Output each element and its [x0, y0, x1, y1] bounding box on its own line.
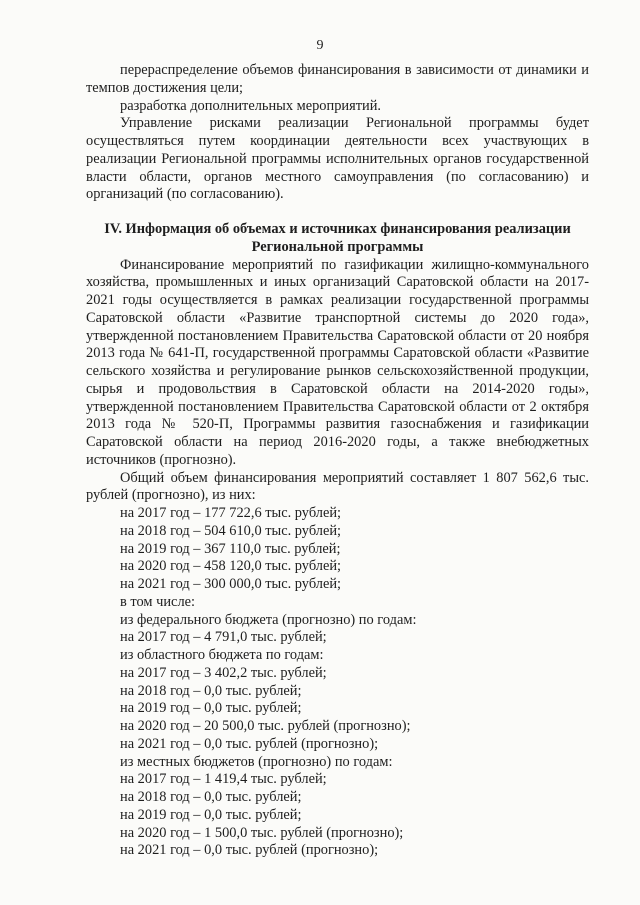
list-item: на 2020 год – 458 120,0 тыс. рублей; [120, 558, 342, 575]
list-item: на 2021 год – 300 000,0 тыс. рублей; [120, 576, 342, 592]
list-item: на 2018 год – 0,0 тыс. рублей; [120, 789, 302, 805]
page-number: 9 [316, 38, 324, 53]
list-item: на 2017 год – 3 402,2 тыс. рублей; [120, 664, 327, 681]
list-item: на 2019 год – 0,0 тыс. рублей; [120, 806, 302, 823]
list-item: на 2019 год – 367 110,0 тыс. рублей; [120, 540, 341, 557]
section-title: IV. Информация об объемах и источниках финансирования реализации Региональной программы [104, 221, 571, 255]
list-item: на 2018 год – 0,0 тыс. рублей; [120, 682, 302, 699]
financing-paragraph: Финансирование мероприятий по газификации жилищно-коммунального хозяйства, промышленных и иных организаций Саратовской области на 2017-2021 годы осуществляется в рамках реализации государственной программы Саратовской области «Развитие транспортной системы до 2020 года», утвержденной постановлением Правительства Саратовской области от 20 ноября 2013 года № 641-П, государственной программы Саратовской области «Развитие сельского хозяйства и регулирование рынков сельскохозяйственной продукции, сырья и продовольствия в Саратовской области на 2014-2020 годы», утвержденной постановлением Правительства Саратовской области от 2 октября 2013 года № 520-П, Программы развития газоснабжения и газификации Саратовской области на период 2016-2020 годы, а также внебюджетных источников (прогнозно). [86, 256, 589, 468]
list-item: из областного бюджета по годам: [120, 647, 324, 663]
list-item: на 2017 год – 177 722,6 тыс. рублей; [120, 505, 342, 521]
list-item: из местных бюджетов (прогнозно) по годам: [120, 753, 393, 770]
document-body [86, 62, 589, 860]
total-volume-paragraph: Общий объем финансирования мероприятий составляет 1 807 562,6 тыс. рублей (прогнозно), из них: [86, 469, 589, 504]
list-item: на 2018 год – 504 610,0 тыс. рублей; [120, 522, 342, 539]
list-item: в том числе: [120, 593, 196, 610]
list-item: на 2020 год – 1 500,0 тыс. рублей (прогнозно); [120, 824, 404, 841]
list-item: на 2019 год – 0,0 тыс. рублей; [120, 700, 302, 717]
list-item: из федерального бюджета (прогнозно) по годам: [120, 611, 417, 628]
list-item: на 2021 год – 0,0 тыс. рублей (прогнозно); [120, 735, 379, 752]
list-item: на 2017 год – 4 791,0 тыс. рублей; [120, 629, 327, 646]
list-item: на 2020 год – 20 500,0 тыс. рублей (прогнозно); [120, 718, 411, 734]
financing-list [86, 505, 589, 860]
intro-paragraph-1: перераспределение объемов финансирования в зависимости от динамики и темпов достижения цели; [86, 62, 589, 96]
intro-paragraph-2: разработка дополнительных мероприятий. [120, 97, 382, 114]
list-item: на 2021 год – 0,0 тыс. рублей (прогнозно); [120, 842, 379, 859]
intro-paragraph-3: Управление рисками реализации Региональной программы будет осуществляться путем координации деятельности всех участвующих в реализации Региональной программы исполнительных органов государственной власти области, органов местного самоуправления (по согласованию) и организаций (по согласованию). [86, 115, 589, 203]
list-item: на 2017 год – 1 419,4 тыс. рублей; [120, 771, 327, 788]
